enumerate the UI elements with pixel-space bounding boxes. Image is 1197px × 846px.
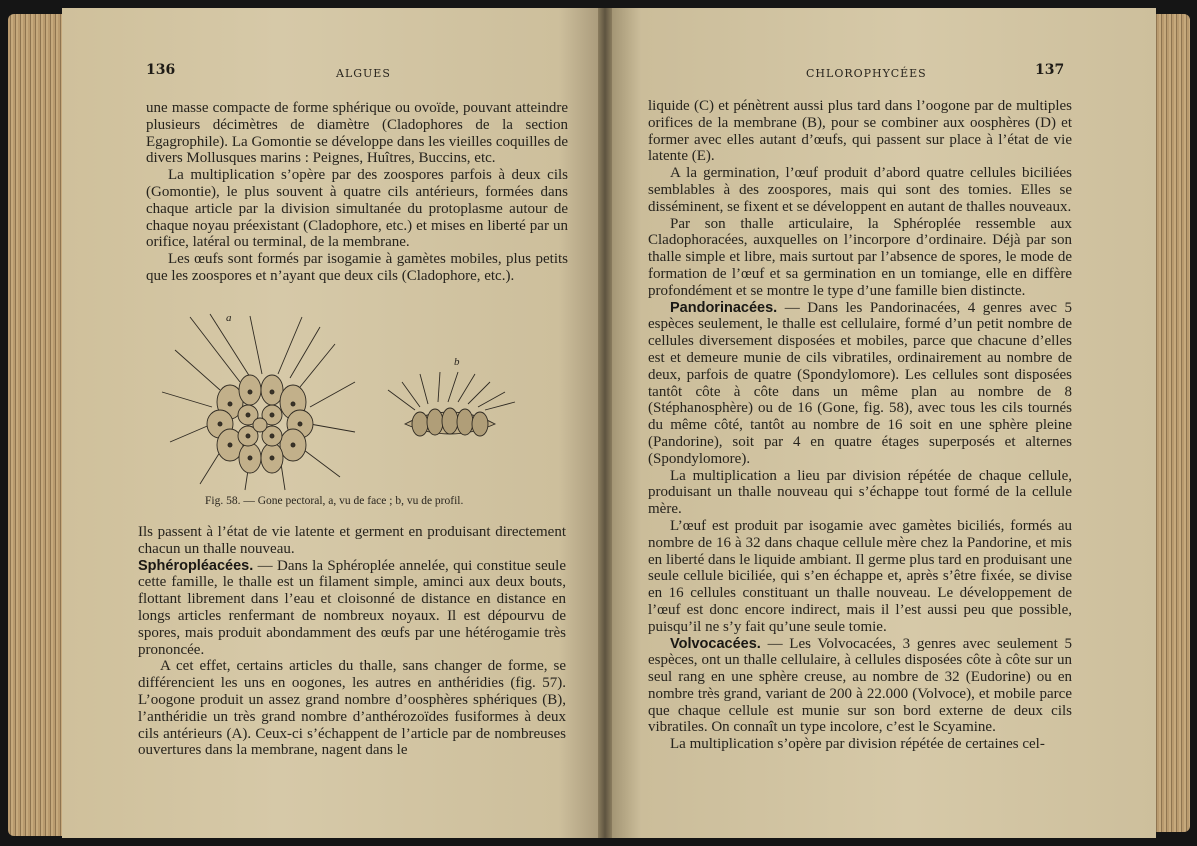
paragraph: La multiplication s’opère par division répétée de certaines cel- [670,736,1045,753]
left-text-top [146,100,568,285]
left-text-bottom [138,524,566,759]
paragraph: L’œuf est produit par isogamie avec gamètes biciliés, formés au nombre de 16 à 32 dans chaque cellule mère chez la Pandorine, et mis en liberté dans le liquide ambiant. Il germe plus tard en produisant une seule cellule biciliée, qui s’en échappe et, après s’être fixée, se divise en 16 cellules constituant un thalle nouveau. Le développement de l’œuf est donc encore indirect, mais il l’est aussi peu que possible, puisqu’il ne s’y fait qu’une seule tomie. [648,517,1072,635]
section-heading-volvocacees: Volvocacées. [670,635,761,652]
left-page-number: 136 [146,62,176,78]
section-heading-pandorinacees: Pandorinacées. [670,299,778,316]
figure-caption: Fig. 58. — Gone pectoral, a, vu de face ; b, vu de profil. [205,495,464,507]
paragraph: liquide (C) et pénètrent aussi plus tard dans l’oogone par de multiples orifices de la membrane (B), pour se combiner aux oosphères (D) et former avec elles autant d’œufs, qui passent sur place à l’état de vie latente (E). [648,98,1072,165]
gonium-front-view [162,314,355,490]
paragraph: A cet effet, certains articles du thalle, sans changer de forme, se différencient les uns en oogones, les autres en anthéridies (fig. 57). L’oogone produit un assez grand nombre d’oosphères sphériques (B), l’anthéridie un très grand nombre d’anthérozoïdes fusiformes à deux cils antérieurs (A). Ceux-ci s’échappent de l’article par de nombreuses ouvertures dans la membrane, nagent dans le [138,658,566,759]
paragraph: La multiplication a lieu par division répétée de chaque cellule, produisant un thalle nouveau qui s’échappe tout formé de la cellule mère. [648,467,1072,518]
gonium-illustration [150,312,530,492]
paragraph-volvocacees: Volvocacées. — Les Volvocacées, 3 genres avec seulement 5 espèces, ont un thalle cellulaire, à cellules disposées côte à côte sur un seul rang en une sphère creuse, au nombre de 32 (Eudorine) ou en nombre très grand, variant de 200 à 22.000 (Volvoce), et mobile parce que chaque cellule est munie sur son bord externe de deux cils vibratiles. On connaît un type incolore, c’est le Scyamine. [648,635,1072,736]
figure-58 [150,312,530,497]
paragraph: A la germination, l’œuf produit d’abord quatre cellules biciliées semblables à des zoospores, mais qui sont des tomies. Elles se disséminent, se fixent et se développent en autant de thalles nouveaux. [648,165,1072,215]
figure-label-b: b [454,356,460,368]
right-text [648,98,1072,753]
paragraph: Les œufs sont formés par isogamie à gamètes mobiles, plus petits que les zoospores et n’ayant que deux cils (Cladophore, etc.). [146,251,568,284]
left-running-head: ALGUES [336,67,391,80]
right-running-head: CHLOROPHYCÉES [806,67,927,80]
paragraph: une masse compacte de forme sphérique ou ovoïde, pouvant atteindre plusieurs décimètres de diamètre (Cladophores de la section Egagrophile). La Gomontie se développe dans les vieilles coquilles de divers Mollusques marins : Peignes, Huîtres, Buccins, etc. [146,100,568,167]
paragraph-pandorinacees: Pandorinacées. — Dans les Pandorinacées, 4 genres avec 5 espèces seulement, le thalle est cellulaire, formé d’un petit nombre de cellules diversement disposées et mobiles, parce que chacune d’elles est et demeure munie de cils vibratiles, ordinairement au nombre de deux, parfois de quatre (Spondylomore). Les cellules sont disposées tantôt côte à côte dans un même plan au nombre de 8 (Stéphanosphère) ou de 16 (Gone, fig. 58), avec tous les cils tournés du même côté, tantôt au nombre de 16 soit en une sphère pleine (Pandorine), soit par 4 en quatre étages superposés et alternes (Spondylomore). [648,299,1072,467]
gonium-side-view [388,372,515,436]
paragraph: Ils passent à l’état de vie latente et germent en produisant directement chacun un thalle nouveau. [138,524,566,557]
page-edges-left [8,14,64,836]
paragraph: La multiplication s’opère par des zoospores parfois à deux cils (Gomontie), le plus souvent à quatre cils antérieurs, formées dans chaque article par la division simultanée du protoplasme autour de chaque noyau préexistant (Cladophore, etc.) et mises en liberté par un orifice, latéral ou terminal, de la membrane. [146,167,568,251]
section-heading-spheropleacees: Sphéropléacées. [138,557,254,574]
right-page-number: 137 [1035,62,1065,78]
figure-label-a: a [226,312,232,324]
paragraph-spheropleacees: Sphéropléacées. — Dans la Sphéroplée annelée, qui constitue seule cette famille, le thalle est un filament simple, aminci aux deux bouts, flottant librement dans l’eau et cloisonné de distance en distance en longs articles renfermant de nombreux noyaux. Il est dépourvu de spores, mais produit abondamment des œufs par une hétérogamie très prononcée. [138,557,566,658]
book-gutter [598,8,612,838]
paragraph: Par son thalle articulaire, la Sphéroplée ressemble aux Cladophoracées, auxquelles on l’incorpore d’ordinaire. Déjà par son thalle simple et libre, mais surtout par l’absence de spores, le mode de formation de l’œuf et sa germination en un tomiange, elle en diffère profondément et se montre le type d’une famille bien distincte. [648,215,1072,299]
